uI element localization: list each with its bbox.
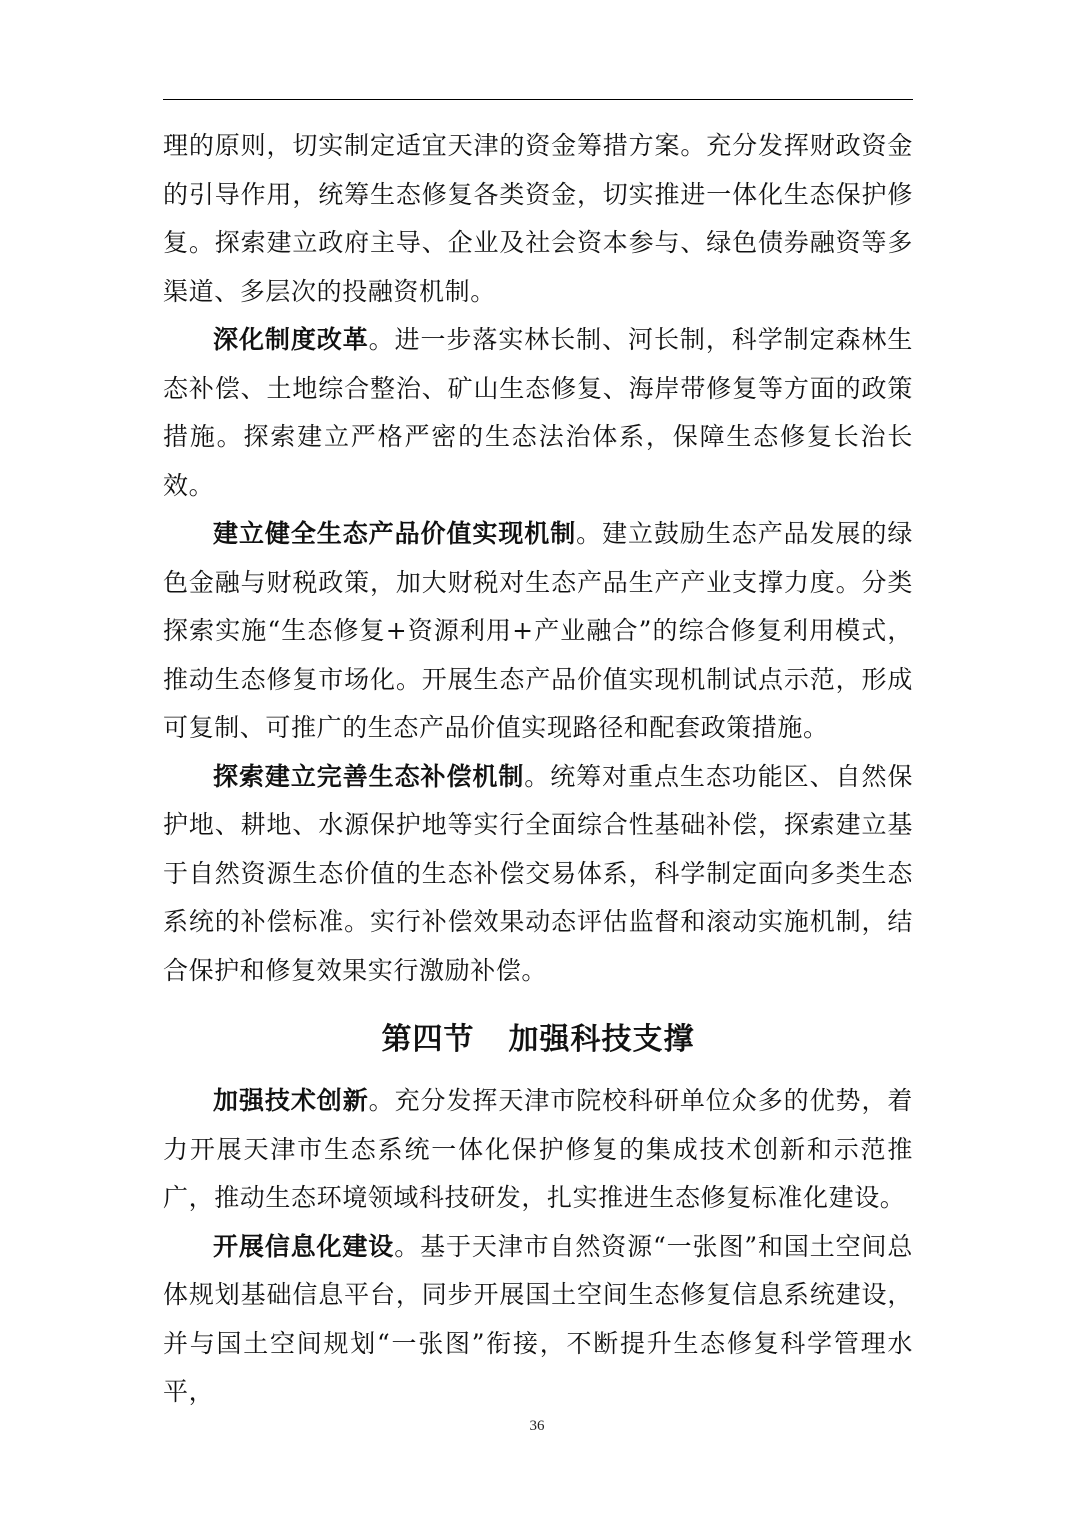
section-heading xyxy=(163,1017,913,1063)
paragraph-text: 理的原则，切实制定适宜天津的资金筹措方案。充分发挥财政资金的引导作用，统筹生态修复各类资金，切实推进一体化生态保护修复。探索建立政府主导、企业及社会资本参与、绿色债券融资等多渠道、多层次的投融资机制。 xyxy=(163,131,913,306)
paragraph-eco-product-value xyxy=(163,510,913,753)
page-number: 36 xyxy=(529,1418,545,1434)
paragraph-lead: 深化制度改革 xyxy=(213,325,369,354)
paragraph-lead: 探索建立完善生态补偿机制 xyxy=(213,761,525,791)
section-title: 加强科技支撑 xyxy=(508,1022,695,1057)
paragraph-text: 。进一步落实林长制、河长制，科学制定森林生态补偿、土地综合整治、矿山生态修复、海岸带修复等方面的政策措施。探索建立严格严密的生态法治体系，保障生态修复长治长效。 xyxy=(163,325,913,500)
paragraph-text: 。基于天津市自然资源“一张图”和国土空间总体规划基础信息平台，同步开展国土空间生态修复信息系统建设，并与国土空间规划“一张图”衔接，不断提升生态修复科学管理水平， xyxy=(163,1231,913,1406)
paragraph-system-reform xyxy=(163,316,913,510)
page-body xyxy=(163,122,913,1417)
paragraph-text: 。统筹对重点生态功能区、自然保护地、耕地、水源保护地等实行全面综合性基础补偿，探索建立基于自然资源生态价值的生态补偿交易体系，科学制定面向多类生态系统的补偿标准。实行补偿效果动态评估监督和滚动实施机制，结合保护和修复效果实行激励补偿。 xyxy=(163,761,913,985)
paragraph-eco-compensation xyxy=(163,753,913,996)
paragraph-tech-innovation xyxy=(163,1077,913,1223)
paragraph-informatization xyxy=(163,1223,913,1417)
header-rule xyxy=(163,99,913,100)
paragraph-lead: 加强技术创新 xyxy=(213,1086,369,1115)
paragraph-lead: 建立健全生态产品价值实现机制 xyxy=(213,519,577,548)
section-number: 第四节 xyxy=(381,1022,475,1057)
paragraph-continuation xyxy=(163,122,913,316)
paragraph-lead: 开展信息化建设 xyxy=(213,1231,395,1261)
paragraph-text: 。充分发挥天津市院校科研单位众多的优势，着力开展天津市生态系统一体化保护修复的集成技术创新和示范推广，推动生态环境领域科技研发，扎实推进生态修复标准化建设。 xyxy=(163,1086,913,1212)
paragraph-text: 。建立鼓励生态产品发展的绿色金融与财税政策，加大财税对生态产品生产产业支撑力度。分类探索实施“生态修复+资源利用+产业融合”的综合修复利用模式，推动生态修复市场化。开展生态产品价值实现机制试点示范，形成可复制、可推广的生态产品价值实现路径和配套政策措施。 xyxy=(163,519,913,742)
